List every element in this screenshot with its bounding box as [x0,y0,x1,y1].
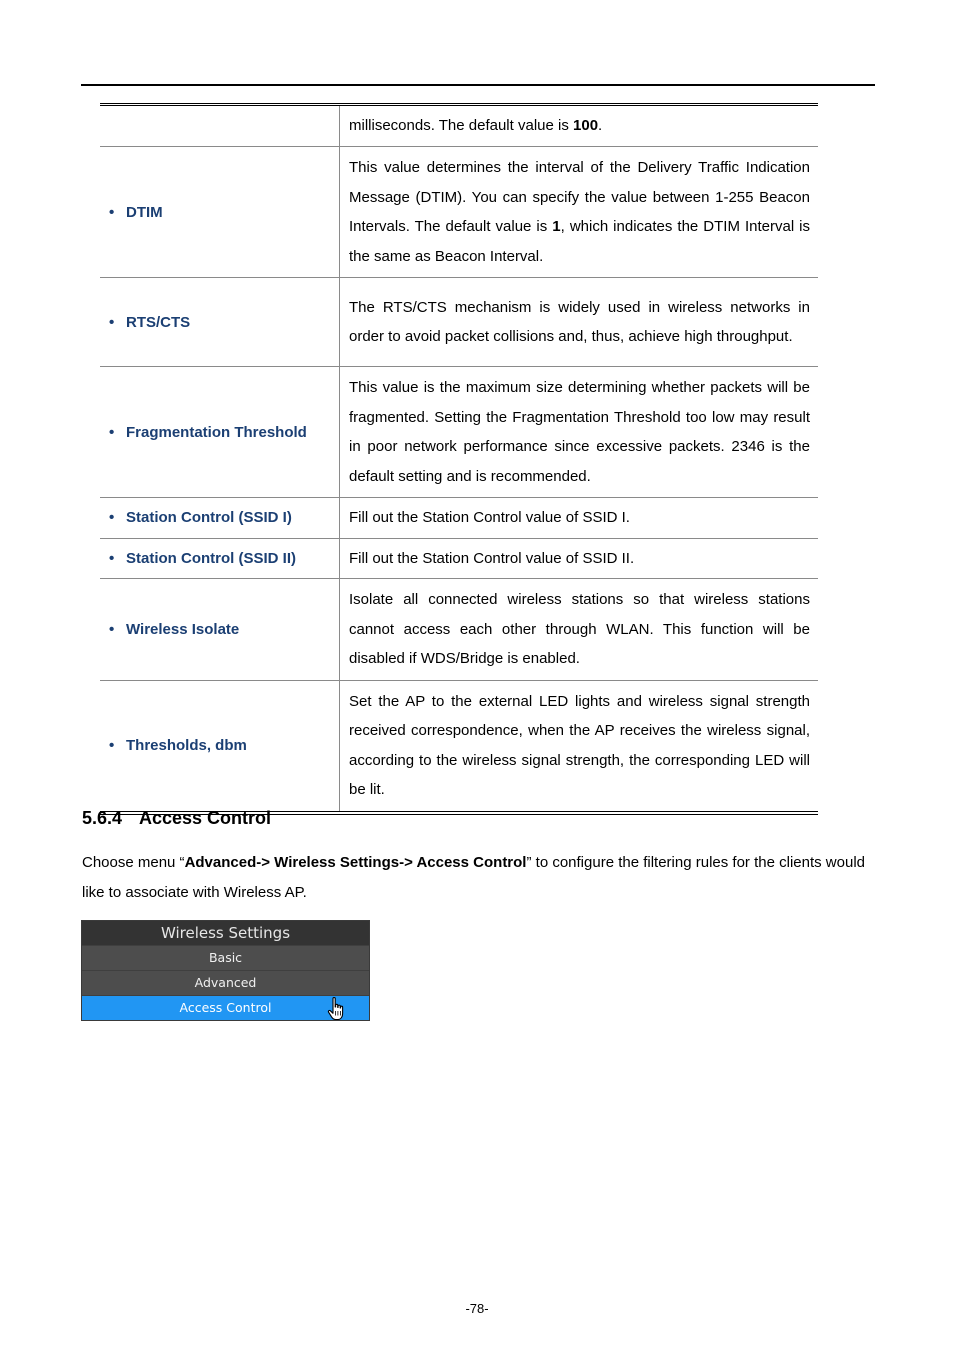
parameter-name: DTIM [126,203,163,221]
intro-text-after: ” to configure the filtering rules for the clients would like to associate with Wireless AP. [82,854,865,901]
parameter-description: The RTS/CTS mechanism is widely used in wireless networks in order to avoid packet collisions and, thus, achieve high throughput. [340,278,819,367]
table-row [100,367,818,498]
parameter-name: Wireless Isolate [126,620,240,638]
wireless-settings-menu-screenshot [81,920,370,1021]
table-row [100,498,818,539]
parameter-name-cell [100,498,340,539]
parameter-name-cell [100,278,340,367]
parameter-name-cell [100,367,340,498]
section-number: 5.6.4 [82,808,123,828]
page-number: -78- [465,1301,489,1316]
menu-item-advanced[interactable]: Advanced [82,970,369,995]
bullet-icon: • [109,203,115,221]
intro-text-before: Choose menu “ [82,854,185,871]
table-row [100,538,818,579]
hand-pointer-icon [327,996,347,1022]
bullet-icon: • [109,737,115,754]
parameter-description: Isolate all connected wireless stations so that wireless stations cannot access each other through WLAN. This function will be disabled if WDS/Bridge is enabled. [340,579,819,681]
table-row [100,278,818,367]
bullet-icon: • [109,620,115,638]
parameter-name-cell [100,147,340,278]
intro-paragraph [82,848,876,907]
parameter-name: Fragmentation Threshold [126,423,307,441]
table-row [100,147,818,278]
parameter-name-cell [100,538,340,579]
bullet-icon: • [109,423,115,441]
bullet-icon: • [109,549,115,567]
parameter-name-cell [100,105,340,147]
bullet-icon: • [109,509,115,527]
bullet-icon: • [109,313,115,331]
menu-path: Advanced-> Wireless Settings-> Access Control [184,854,527,871]
parameter-description: Set the AP to the external LED lights and wireless signal strength received correspondence, when the AP receives the wireless signal, according to the wireless signal strength, the corresponding LED will be lit. [340,680,819,813]
parameter-description: Fill out the Station Control value of SSID II. [340,538,819,579]
parameter-name: Station Control (SSID II) [126,549,296,567]
parameter-name: Thresholds, dbm [126,737,247,754]
table-row [100,579,818,681]
table-row [100,105,818,147]
parameter-description: milliseconds. The default value is 100. [349,117,603,135]
section-title: Access Control [139,808,272,828]
parameter-description: This value determines the interval of the Delivery Traffic Indication Message (DTIM). You can specify the value between 1-255 Beacon Intervals. The default value is 1, which indicates the DTIM Interval is the same as Beacon Interval. [340,147,819,278]
parameter-table [100,103,818,815]
parameter-name: Station Control (SSID I) [126,509,292,527]
section-heading [82,808,271,829]
menu-item-basic[interactable]: Basic [82,945,369,970]
parameter-description: This value is the maximum size determining whether packets will be fragmented. Setting the Fragmentation Threshold too low may result in poor network performance since excessive packets. 2346 is the default setting and is recommended. [340,367,819,498]
table-row [100,680,818,813]
menu-item-access-control[interactable] [82,995,369,1020]
parameter-name-cell [100,579,340,681]
menu-item-access-control-label: Access Control [179,1000,272,1015]
parameter-name-cell [100,680,340,813]
menu-header: Wireless Settings [82,921,369,945]
header-rule [81,84,875,86]
parameter-description: Fill out the Station Control value of SSID I. [340,498,819,539]
parameter-name: RTS/CTS [126,313,191,331]
